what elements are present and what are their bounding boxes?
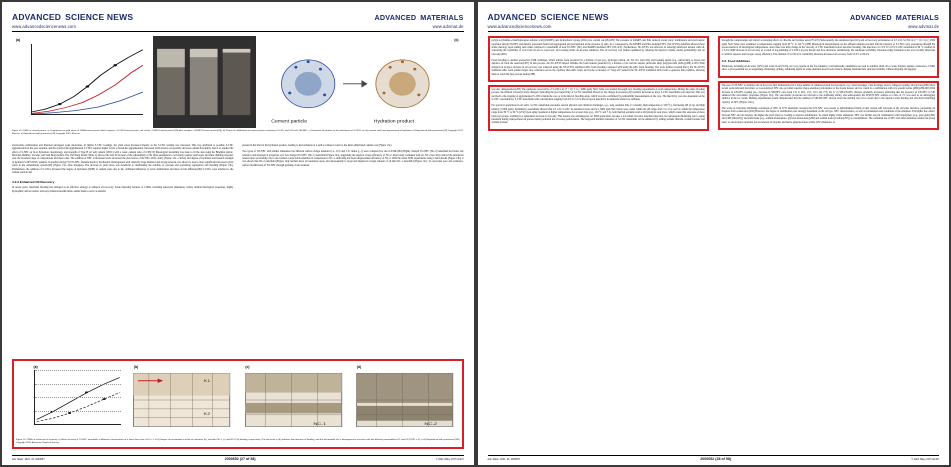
brand-advanced-materials (850, 8, 939, 29)
paragraph: Foam flooding is another prospective EOR technique, which utilizes foam produced by a mixture of gas (e.g., hydrogen carbon, air, N2, O2, and CO2) and foaming agents (e.g., surfactants) to sweep and displace oil from the reservoir.[287] In this process, the NC-KYSS helped stabilize the foam lamella generated by a mixture of air and the anionic surfactant alkyl polyglucoside (APG).[288] A 20% EOR stripped oil in-place increase in oil recovery was achieved using the NC-KYSS stabilized APG foam flooding compared with using the APG foam flooding. The work further revealed that i) the NC-KYSS stabilized APG foam yielded larger flow resistance across the capillary than APG foam; and ii) the occurrence of "snap-off" induced the NC-KYSS stabilized APG foam to generate finer bubbles, allowing them to reach the deep porous media.[288] (491, 59, 705, 76)
panel-label-a: (a) (16, 38, 21, 43)
figure-13-caption: Figure 13. CNMs in cement pastes. a) Comparison on yield stress of CNM/cement pastes (black squares—S-CNC/cement pastes; red circles—S-NFC/cement pastes;[28] blue triangles—UN-NFC/cement pastes[29]). b) Photos of stabilization of cement pastes containing 0, 0.4%, and 0.03 wt% UN-NFC. c) Schematic illustration on the attachment of S-CNCs on the cement shell and improvement of hydration. b) Reproduced with permission.[29] Copyright 2017, Elsevier. a) Reproduced with permission.[28] Copyright 2015, Elsevier. (12, 130, 464, 136)
figure-13b-photo (153, 36, 255, 128)
left-page-columns (12, 144, 464, 359)
figure-13 (12, 36, 464, 136)
left-page-column-1 (12, 144, 233, 359)
highlighted-passage-4 (718, 81, 939, 130)
paragraph: For practical application in oil wells, S-CNC nanofluids encounter several physical and chemical challenges, e.g., long retention time (>1 month), high temperature (>100 °C), fluctuating pH (5–9), and high salinity (>1000 ppm). Preliminary assessment showed that 0.5 wt% S-CNC in deionized water and in a 3000 ppm NaCl brine were stable within the pH range from 5 to 9 as well as within the temperature range from 30 °C to 90 °C.[274] Upon aging treatment at higher temperatures for several days (e.g., 120 °C and 7 d), both thermal oxidation and acid hydrolysis took place, which caused the exposure of more hydroxyl groups, resulting in a substantial increase in viscosity. This feature was advantageous for EOR application, because a low initial viscosity benefited injection, but subsequent thickening due to aging treatment during transportation in porous media promoted the oil sweep performance. The long-term thermal resistance of S-CNC nanofluids can be enhanced by adding sodium chloride, cesium formate and sodium formate (491, 104, 705, 125)
left-page-footer (12, 455, 464, 462)
svg-text:Hydration product: Hydration product (373, 119, 414, 125)
figure-14-panel-a (16, 363, 125, 437)
figure-13c-schematic (259, 36, 464, 128)
svg-text:K2: K2 (203, 411, 211, 416)
figure-14-highlighted (12, 359, 464, 449)
figure-13a-curves (32, 44, 143, 115)
right-page-columns (488, 36, 940, 452)
panel-label-b: (b) (133, 364, 139, 369)
figure-14-panel-d (350, 363, 459, 437)
right-page-column-1 (488, 36, 709, 452)
journal-line-2: MATERIALS (895, 13, 939, 22)
highlighted-passage-1 (488, 36, 709, 82)
brand-line-2: SCIENCE NEWS (540, 12, 609, 22)
paragraph: present in the shell of the hydration product, leading to the formation of a path to transport water to the inner unhydrated cement core (Figure 13c). (242, 143, 392, 147)
paragraph: poly(2-acrylamido-2-methylpropane sulfonic acid) (PAMPS) and hydrophobic groups (PdG) was carried out.[283,285] The presence of PAMPS and PdG induced strong steric stabilization and electrostatic repulsion among TO-NFC and thereby prevented them from aggregation and precipitation in the presence of salts. As a consequence, the PAMPS and PdG modified NFC (NC-KYSS) nanofluid showed more stable rheology upon adding salts when compared to nanofluids of neat TO-NFC (NC) and PAMPS modified NFC (NC-KY). Furthermore, NC-KYSS was effective in reducing interfacial tension with oil, converting the wettability of rock from oil-wet to water-wet, and creating stable oil-in-water emulsion. The oil recovery was further optimized by tailoring the injected volume, media permeability and oil viscosity.[285] (491, 39, 705, 56)
page-number-left: 2000652 (27 of 58) (224, 457, 256, 461)
brand-line-1: ADVANCED (12, 12, 62, 22)
right-page-column-2 (718, 36, 939, 452)
highlighted-passage-3 (718, 36, 939, 78)
panel-label-a: (a) (33, 364, 38, 369)
figure-14-caption: Figure 14. CNMs in enhanced oil recovery. a) Shear viscosity of TO-NFC nanofluids at different concentrations at a fixed shear rate of 10 s−1. b–d) Images of micromodel at initial oil saturation (b), and after NC-1 (c) and NC-2 (d) flooding, respectively. The red arrow in (b) indicates flow direction of flooding, and the micromodel has a heterogeneous structure with two different permeabilities K1 and K2 (K2/K1 = 5). a–d) Reproduced with permission.[284] Copyright 2016, American Chemical Society. (16, 438, 460, 444)
figure-14-panel-b (127, 363, 236, 437)
highlighted-passage-2 (488, 85, 709, 131)
panel-label-d: (d) (356, 364, 362, 369)
svg-text:Cement particle: Cement particle (270, 119, 307, 125)
paragraph: The work on structural stabilizing conclusion of NFC in O/W emulsions revealed that UN-NFC was present as individualized fibrils or/and created stiff networks at the oil/water interface, preventing oil droplets from coalescence.[292] However, the degree of stabilization was strongly dependent on the oil type, NFC characteristics, as well as formulation and conditions of the emulsion. The higher the contact between NFC and oil droplets, the higher the yield stress is, leading to superior stabilization. To obtain highly stable emulsions, NFC was further used in combination with biopolymers (e.g., guar gum,[293] and CMC[294,295]), and surfactants (e.g., sodium monolaurate, glycerol monooleate,[296] and sodium dodecyl sulfate[297]) as cosolubilizers. The combined use of NFC and other stabilizers resulted in strong steric or electrostatic repulsion forces between oil droplets and hence generated more stable O/W emulsions, as (721, 107, 935, 124)
left-page-column-2 (242, 144, 463, 359)
section-heading-enhanced-oil-recovery: 4.2.3 Enhanced Oil Recovery (12, 180, 55, 185)
left-page (2, 2, 474, 465)
brand-advanced-materials (374, 8, 463, 29)
paragraph: electrostatic stabilization and liberated entrapped water molecules. At higher S-CNC loadings, the yield stress increased linearly as the S-CNC loading was increased. This was attributed to possible S-CNC agglomeration in the pore solution, and the system with agglomerated S-CNCs requires higher forces to break the agglomeration. Increased yield stresses can possibly decrease cement flowability. Sun et al. studied the effect of S-NFC on flow, hydration, morphology, and strength of Type H oil well cement (OWC) with a water–cement ratio of 0.38.[74] Rheological modelling was done to fit the data using the Bingham plastic, Herschel–Bulkley, Vocadlo, and Vom Berg models. The Vom Berg model (Table 1) showed the best fit because of the adjustability of the three parameters to accurately capture yield stress and shear thinning response over the broadest range of compositions and shear rates. The addition of NFC at moderate levels increased the yield stress of the NFC-OWC slurry (Figure 13a—circles) and degree of hydration and flexural strength of hydrated S-NFC/OWC samples. In another study,[75] UN-NFC, manufactured by mechanical disintegration with relatively large diameter and strong network, was shown to lead to more significant increase in yield stress in the cementitious system.[29] (Figure 13a—blue triangles). The increase in yield stress was beneficial to maintaining the stability of concrete and preventing segregation and bleeding (Figure 13b). Furthermore, the addition of S-CNCs increased the degree of hydration (DOH) of cement paste due to the combined influences of steric stabilization and short circuit diffusion.[86] S-CNCs were attached to the cement particle and (12, 143, 234, 174)
journal-line-1: ADVANCED (849, 13, 892, 22)
figure-14-image (16, 363, 460, 437)
figure-14a-axes (34, 370, 122, 425)
brand-line-2: SCIENCE NEWS (65, 12, 134, 22)
brand-line-1: ADVANCED (487, 12, 537, 22)
micromodel-initial (127, 363, 236, 437)
journal-url[interactable]: www.advmat.de (908, 24, 939, 29)
brand-advanced-science-news (12, 8, 133, 29)
figure-13-panel-b (153, 36, 255, 128)
copyright-right: © 2021 Wiley-VCH GmbH (911, 457, 939, 461)
svg-text:NC-1: NC-1 (313, 421, 326, 426)
running-head-right (488, 8, 940, 32)
micromodel-nc2 (350, 363, 459, 437)
journal-line-2: MATERIALS (420, 13, 464, 22)
journal-url[interactable]: www.advmat.de (432, 24, 464, 29)
right-page (478, 2, 950, 465)
panel-label-c: (c) (454, 38, 459, 43)
citation-left: Adv. Mater. 2021, 33, 2000657 (12, 457, 45, 461)
figure-13-panel-a (12, 36, 150, 128)
cement-paste-photos (153, 36, 255, 128)
journal-line-1: ADVANCED (374, 13, 417, 22)
brand-url-right[interactable]: www.advancedsciencenews.com (487, 24, 552, 29)
copyright-left: © 2021 Wiley-VCH GmbH (435, 457, 464, 461)
paragraph: Two types of TO-NFC with similar dimension but different surface charge densities (i.e., 0.72 and 1.51 mmol g−1) were compared for use in EOR.[284] Highly charged TO-NFC (NC-2) nanofluid had better salt tolerance and rheological properties over less charged TO-NFC (NC-1) nanofluid (Figure 14a), suggesting the superior sweep efficiency of NC-2. After being combined with oil, NC-2 not only reduced the interfacial tension more profoundly, but it also formed coarse stable emulsion in comparison to NC-1, indicating the better displacement efficiency of NC-2. With the visual EOR experiments using a micromodel (Figure 14b), it was shown that NC-2 nanofluid (Figure 14d) reached more oil saturation areas, and subsequently it swept and displaced a larger amount of oil than NC-1 nanofluid (Figure 14c). To overcome poor salt resistance, surface modification of TO-NFC through grafting of salt-resistant (242, 150, 464, 167)
figure-13-image (12, 36, 464, 128)
svg-text:K1: K1 (203, 378, 211, 383)
figure-14-panel-c (239, 363, 348, 437)
right-page-footer (488, 455, 940, 462)
running-head-left (12, 8, 464, 32)
panel-label-c: (c) (245, 364, 250, 369)
figure-13-panel-c (259, 36, 464, 128)
paragraph: was also demonstrated.[285] The sandstone reservoirity of S-CNCs in 17 × 10−3 w (~4000 ppm) NaCl brine was studied thorough core flooding experiments at room temperature. During the entire flooding process, the effluent viscosity barely changed, indicating the good injectivity of S-CNC nanofluid. However, the change in pressure (ΔP) steadily increased as more S-CNC nanofluids were injected. This was ascribed to the trapping of agglomerated S-CNCs inside the core or at the inlet of flooding setup, which was also confirmed by permeability measurements of the core. The injectivity was also dependent on the S-CNC concentration. S-CNC nanofluids with concentration ranging from 0.5 to 2 wt% showed good injectivity in sandstone under low salinities. (491, 87, 705, 102)
brand-url-left[interactable]: www.advancedsciencenews.com (12, 24, 76, 29)
citation-right: Adv. Mater. 2021, 33, 2000657 (487, 457, 521, 461)
figure-13a-axes (31, 44, 143, 116)
paragraph: The use of UN-NFC to stabilize oils in food was first demonstrated in a large number of emulsion-based food products, e.g., salad dressings, cake frostings, sauces, whipped topping, and gravies.[289] More recent work indicated that plant- or wood-derived NFC also provided superior shape retention performance to the frozen dessert and ice cream in a combination with rice protein isolate (RPI).[289,290] With increase in UN-NFC loading (i.e., decrease in SPI/NFC ratio from 1/8, to 20/1, 15/1, 10/1 and 7/3), the G′ of SPI/UN-NFC mixture gradually increased, indicating that the presence of UN-NFC in SPI enhanced the viscoelastic properties (Figure 15a). The viscoelastic properties are relevant to the stabilizing ability, and subsequently the SPI/UN-NFC sample at a ratio of 7/1 was used as an antisagging additive in the ice cream. Melting experimental results demonstrated that the addition of SPI/UN-NFC slowed down the melting rate of ice cream due to the superior water holding and structural stabilizing capacity of NFC (Figure 15a,b). (721, 83, 935, 104)
page-number-right: 2000652 (28 of 58) (700, 457, 732, 461)
svg-text:NC-2: NC-2 (424, 421, 438, 426)
paragraph: Emulsions, including oil-in-water (O/W) and water-in-oil (W/O), are very popular in the food industry. Conventionally, emulsifiers are used to stabilize small oil or water droplets against coalescence. CNMs show a great potential use as suspending, thickening, gelling, stabilizing agents in some emulsion-based food products, helping maintain their structural stability without dripping and sagging. (721, 65, 935, 72)
paragraph: through the complexation and radical scavenging effects of chloride and formate ions.[275,276] Subsequently, the sandstone injectivity and oil recovery performance of 0.5 wt% S-CNC in 17 × 10−3 w (~1000 ppm) NaCl brine were examined at temperatures ranging from 60 °C to 120 °C.[280] Rheological measurements on the effluent samples revealed that the majority of S-CNCs were propagated through the porous media at all investigated temperatures, since there was little change in the viscosity of CNC nanofluids before and after flooding. The injection of 11 PV 0.5 wt% S-CNC nanofluids at 90 °C resulted in a 3.4% OOIP increase in oil recovery as a result of log-jamming of S-CNCs in pore throats and flow diversion. Additionally, the sandstone wettability alteration using formation water was crucially important to achieve superior microscopic sweep efficiency. The addition of S-CNCs for wettability alteration increased oil recovery from 51.0% to 69.4%. (721, 39, 935, 56)
brand-advanced-science-news (488, 8, 609, 29)
paragraph: In recent years, nanofluid flooding has emerged as an effective strategy to enhance oil recovery. Some imposing features of CNMs, including nanoscale dimension, widely tunable rheological properties, highly hydrophilic surface nature, and easy chemical modification, enable them to serve as suitable (12, 186, 234, 193)
micromodel-nc1 (239, 363, 348, 437)
section-heading-food-additives: 4.3. Food Additives (721, 59, 750, 64)
